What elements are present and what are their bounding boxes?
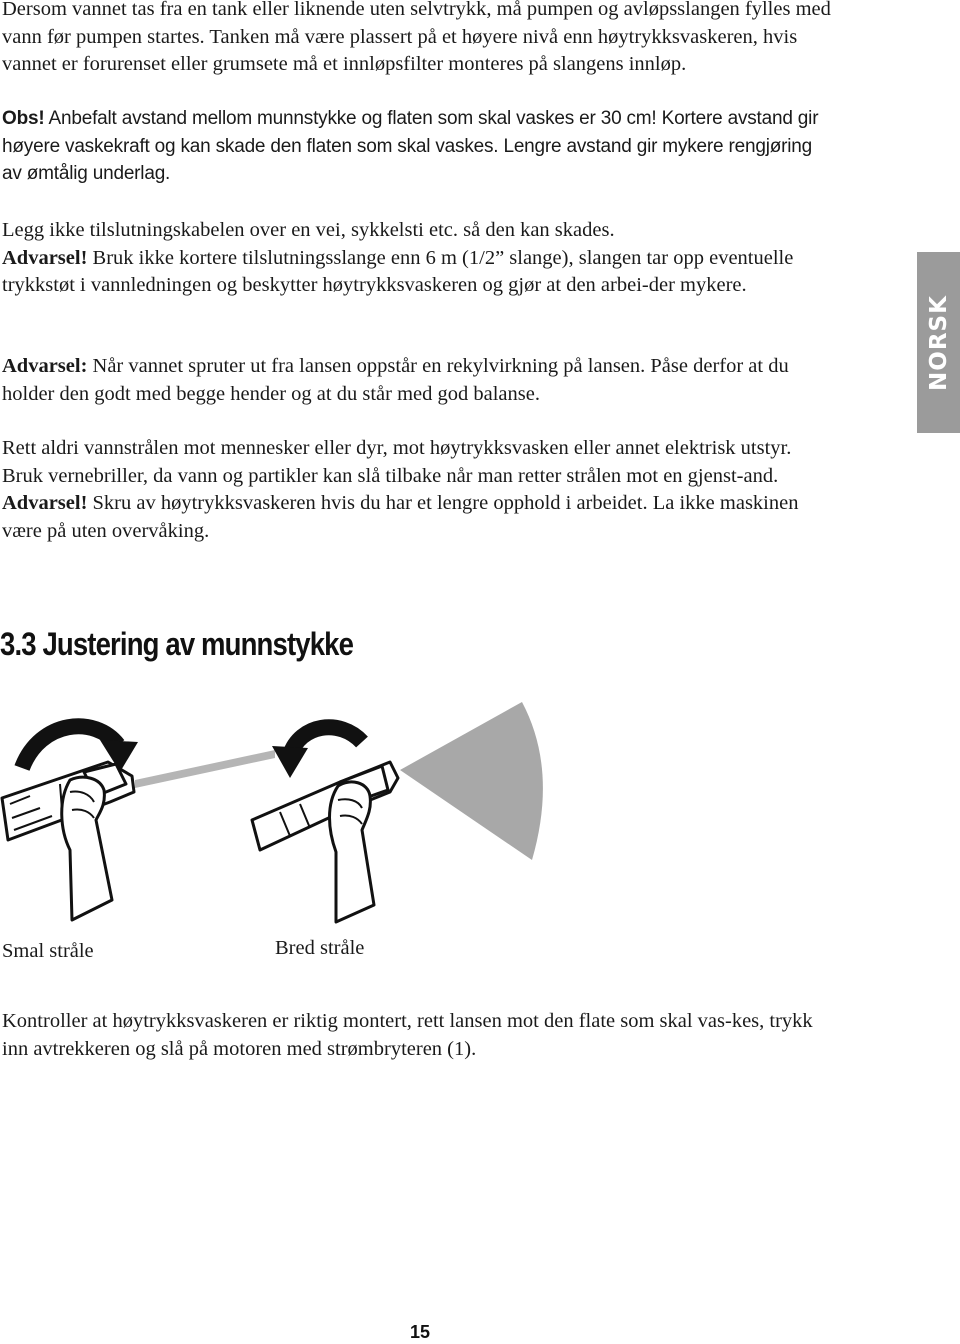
wide-spray-caption: Bred stråle <box>275 937 365 959</box>
paragraph-cable-warning <box>2 217 832 300</box>
paragraph-text: Rett aldri vannstrålen mot mennesker eller dyr, mot høytrykksvasken eller annet elektrisk utstyr. <box>2 437 792 459</box>
note-label: Obs! <box>2 108 45 129</box>
warning-label: Advarsel! <box>2 492 88 514</box>
warning-label: Advarsel: <box>2 355 88 377</box>
paragraph-water-supply <box>2 0 832 79</box>
language-tab-label: NORSK <box>925 294 952 391</box>
narrow-spray-caption: Smal stråle <box>2 940 94 962</box>
lance-hand-icon <box>252 762 398 922</box>
paragraph-distance-note <box>2 105 832 188</box>
wide-spray-icon <box>400 702 543 860</box>
page-number: 15 <box>409 1322 431 1342</box>
paragraph-safety <box>2 435 832 545</box>
paragraph-text: Kontroller at høytrykksvaskeren er riktig montert, rett lansen mot den flate som skal vas-kes, trykk inn avtrekkeren og slå på motoren med strømbryteren (1). <box>2 1010 813 1060</box>
paragraph-text: Bruk ikke kortere tilslutningsslange enn 6 m (1/2” slange), slangen tar opp eventuelle trykkstøt i vannledningen og beskytter høytrykksvaskeren og gjør at den arbei-der mykere. <box>2 246 794 296</box>
paragraph-text: Dersom vannet tas fra en tank eller liknende uten selvtrykk, må pumpen og avløpsslangen fylles med vann før pumpen startes. Tanken må være plassert på et høyere nivå enn høytrykksvaskeren, hvis vannet er forurenset eller grumsete må et innløpsfilter monteres på slangens innløp. <box>2 0 831 75</box>
wide-spray-illustration <box>250 700 560 935</box>
paragraph-text: Bruk vernebriller, da vann og partikler kan slå tilbake når man retter strålen mot en gjenst-and. <box>2 464 779 487</box>
paragraph-recoil-warning <box>2 353 832 408</box>
lance-hand-icon <box>2 762 134 920</box>
rotate-clockwise-arrow-icon <box>22 726 138 772</box>
language-tab <box>917 252 960 433</box>
narrow-spray-illustration <box>0 700 275 935</box>
rotate-counterclockwise-arrow-icon <box>272 727 362 778</box>
paragraph-text: Når vannet spruter ut fra lansen oppstår en rekylvirkning på lansen. Påse derfor at du holder den godt med begge hender og at du står med god balanse. <box>2 355 789 405</box>
paragraph-text: Anbefalt avstand mellom munnstykke og flaten som skal vaskes er 30 cm! Kortere avstand gir høyere vaskekraft og kan skade den flaten som skal vaskes. Lengre avstand gir mykere rengjøring av ømtålig underlag. <box>2 108 819 184</box>
paragraph-text: Legg ikke tilslutningskabelen over en vei, sykkelsti etc. så den kan skades. <box>2 219 615 241</box>
paragraph-startup <box>2 1008 832 1063</box>
paragraph-text: Skru av høytrykksvaskeren hvis du har et lengre opphold i arbeidet. La ikke maskinen være på uten overvåking. <box>2 492 799 542</box>
warning-label: Advarsel! <box>2 246 88 269</box>
section-heading: 3.3 Justering av munnstykke <box>0 626 354 662</box>
